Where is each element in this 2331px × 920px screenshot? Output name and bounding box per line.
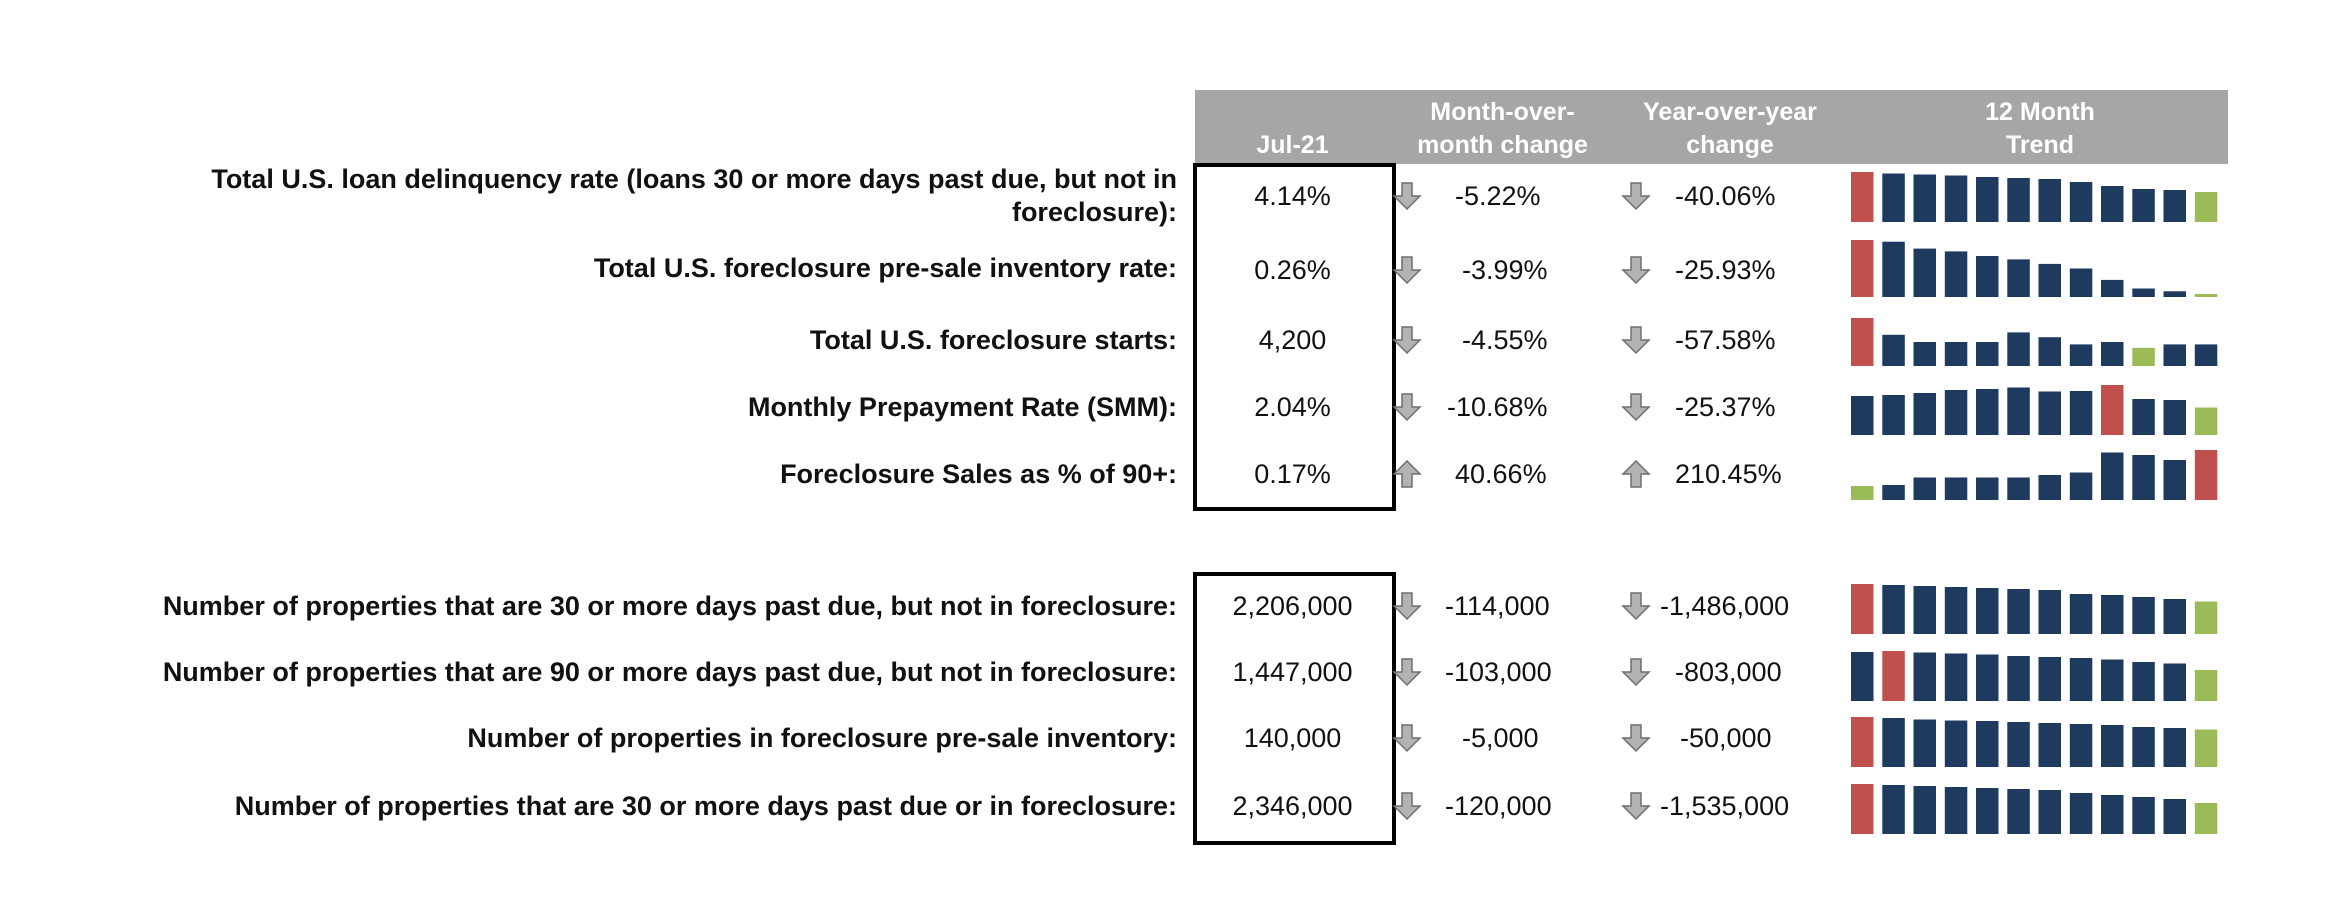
yoy-change-value: -40.06% — [1675, 181, 1776, 211]
yoy-arrow-icon — [1621, 255, 1651, 285]
arrow-down-icon — [1394, 725, 1420, 751]
sparkline-bar — [2070, 391, 2093, 435]
sparkline-bar — [1914, 175, 1937, 223]
sparkline-bar — [1945, 478, 1968, 501]
trend-sparkline — [1851, 784, 2226, 834]
sparkline-bar — [2039, 590, 2062, 634]
metric-value: 0.26% — [1254, 255, 1331, 285]
sparkline-bar — [2195, 408, 2218, 436]
trend-sparkline — [1851, 450, 2226, 500]
sparkline-bar — [2132, 662, 2155, 701]
arrow-down-icon — [1623, 659, 1649, 685]
sparkline-bar — [1882, 242, 1905, 297]
sparkline-bar — [2195, 602, 2218, 635]
arrow-up-icon — [1394, 461, 1420, 487]
sparkline-bar — [2039, 723, 2062, 767]
mom-change-value: -5.22% — [1455, 181, 1541, 211]
sparkline-bar — [2039, 657, 2062, 701]
sparkline-bar — [2070, 269, 2093, 298]
sparkline-bar — [2039, 475, 2062, 500]
yoy-arrow-icon — [1621, 791, 1651, 821]
sparkline-bar — [1851, 652, 1874, 701]
sparkline-bar — [2195, 450, 2218, 500]
sparkline-bar — [1851, 784, 1874, 834]
sparkline-bar — [1882, 585, 1905, 634]
sparkline-bar — [1914, 478, 1937, 501]
sparkline-bar — [2070, 344, 2093, 366]
sparkline-bar — [2164, 664, 2187, 702]
sparkline-bar — [2132, 597, 2155, 634]
sparkline-bar — [2101, 795, 2124, 834]
trend-sparkline — [1851, 385, 2226, 435]
sparkline-bar — [2039, 790, 2062, 834]
mom-arrow-icon — [1392, 791, 1422, 821]
mom-change-value: -4.55% — [1462, 325, 1548, 355]
metric-label: Total U.S. loan delinquency rate (loans 30 or more days past due, but not in foreclosure): — [211, 164, 1177, 227]
sparkline-bar — [1914, 393, 1937, 435]
sparkline-bar — [2132, 399, 2155, 435]
metric-value: 0.17% — [1254, 459, 1331, 489]
sparkline-bar — [1976, 788, 1999, 834]
arrow-down-icon — [1623, 725, 1649, 751]
metric-label: Number of properties in foreclosure pre-sale inventory: — [467, 723, 1177, 753]
sparkline-bar — [1851, 318, 1874, 366]
sparkline-bar — [2070, 724, 2093, 767]
arrow-down-icon — [1394, 394, 1420, 420]
sparkline-bar — [2101, 280, 2124, 297]
yoy-arrow-icon — [1621, 723, 1651, 753]
sparkline-bar — [1945, 787, 1968, 834]
sparkline-bar — [1851, 172, 1874, 222]
sparkline-bar — [2039, 337, 2062, 366]
sparkline-bar — [2101, 725, 2124, 767]
trend-sparkline — [1851, 584, 2226, 634]
header-yoy-change: Year-over-year change — [1643, 98, 1817, 159]
sparkline-bar — [1945, 342, 1968, 366]
sparkline-bar — [1914, 786, 1937, 834]
metric-value: 4.14% — [1254, 181, 1331, 211]
yoy-arrow-icon — [1621, 459, 1651, 489]
yoy-change-value: -50,000 — [1680, 723, 1772, 753]
metric-label: Total U.S. foreclosure pre-sale inventory rate: — [593, 253, 1177, 283]
yoy-change-value: -57.58% — [1675, 325, 1776, 355]
mom-change-value: -5,000 — [1462, 723, 1539, 753]
sparkline-bar — [1851, 240, 1874, 297]
yoy-change-value: 210.45% — [1675, 459, 1782, 489]
mom-arrow-icon — [1392, 657, 1422, 687]
sparkline-bar — [2132, 348, 2155, 366]
trend-sparkline — [1851, 651, 2226, 701]
mom-change-value: 40.66% — [1455, 459, 1547, 489]
metric-value: 1,447,000 — [1232, 657, 1353, 687]
sparkline-bar — [1976, 478, 1999, 501]
sparkline-bar — [2164, 728, 2187, 767]
arrow-down-icon — [1394, 593, 1420, 619]
mom-arrow-icon — [1392, 392, 1422, 422]
sparkline-bar — [1882, 651, 1905, 701]
sparkline-bar — [1914, 586, 1937, 634]
sparkline-bar — [2132, 797, 2155, 834]
yoy-arrow-icon — [1621, 657, 1651, 687]
arrow-down-icon — [1394, 257, 1420, 283]
metric-label: Number of properties that are 90 or more days past due, but not in foreclosure: — [162, 657, 1177, 687]
sparkline-bar — [2070, 594, 2093, 634]
mom-change-value: -3.99% — [1462, 255, 1548, 285]
sparkline-bar — [2070, 793, 2093, 834]
sparkline-bar — [2132, 727, 2155, 767]
metric-label: Number of properties that are 30 or more days past due, but not in foreclosure: — [162, 591, 1177, 621]
sparkline-bar — [2164, 291, 2187, 297]
sparkline-bar — [2195, 670, 2218, 701]
sparkline-bar — [2164, 190, 2187, 222]
sparkline-bar — [2101, 186, 2124, 222]
sparkline-bar — [1976, 342, 1999, 366]
sparkline-bar — [2070, 473, 2093, 501]
arrow-down-icon — [1623, 183, 1649, 209]
yoy-arrow-icon — [1621, 392, 1651, 422]
trend-sparkline — [1851, 240, 2226, 297]
sparkline-bar — [1976, 588, 1999, 634]
sparkline-bar — [2007, 722, 2030, 767]
sparkline-bar — [2070, 658, 2093, 701]
sparkline-bar — [2132, 289, 2155, 298]
sparkline-bar — [2007, 656, 2030, 701]
sparkline-bar — [1945, 176, 1968, 223]
arrow-down-icon — [1623, 327, 1649, 353]
trend-sparkline — [1851, 318, 2226, 366]
mom-arrow-icon — [1392, 723, 1422, 753]
mom-change-value: -114,000 — [1445, 591, 1550, 621]
sparkline-bar — [1851, 396, 1874, 435]
sparkline-bar — [2164, 460, 2187, 500]
sparkline-bar — [2195, 730, 2218, 768]
mom-change-value: -10.68% — [1447, 392, 1548, 422]
arrow-down-icon — [1394, 183, 1420, 209]
sparkline-bar — [1882, 718, 1905, 767]
sparkline-bar — [1914, 342, 1937, 366]
metric-label: Total U.S. foreclosure starts: — [809, 325, 1177, 355]
mom-arrow-icon — [1392, 591, 1422, 621]
mom-change-value: -120,000 — [1445, 791, 1552, 821]
arrow-down-icon — [1623, 257, 1649, 283]
arrow-down-icon — [1394, 659, 1420, 685]
sparkline-bar — [1882, 395, 1905, 435]
trend-sparkline — [1851, 172, 2226, 222]
sparkline-bar — [2070, 182, 2093, 222]
sparkline-bar — [2132, 189, 2155, 222]
mom-arrow-icon — [1392, 325, 1422, 355]
arrow-down-icon — [1394, 327, 1420, 353]
sparkline-bar — [1882, 174, 1905, 223]
sparkline-bar — [1882, 785, 1905, 834]
header-12-month-trend: 12 Month Trend — [1985, 98, 2095, 159]
yoy-change-value: -803,000 — [1675, 657, 1782, 687]
header-current-period: Jul-21 — [1256, 131, 1329, 159]
mom-change-value: -103,000 — [1445, 657, 1552, 687]
sparkline-bar — [2007, 789, 2030, 834]
sparkline-bar — [1882, 485, 1905, 500]
yoy-change-value: -25.37% — [1675, 392, 1776, 422]
mom-arrow-icon — [1392, 459, 1422, 489]
sparkline-bar — [2195, 803, 2218, 834]
yoy-arrow-icon — [1621, 181, 1651, 211]
sparkline-bar — [1976, 655, 1999, 702]
metric-value: 140,000 — [1243, 723, 1342, 753]
yoy-change-value: -25.93% — [1675, 255, 1776, 285]
mom-arrow-icon — [1392, 181, 1422, 211]
sparkline-bar — [2101, 385, 2124, 435]
sparkline-bar — [1851, 486, 1874, 500]
metric-value: 2.04% — [1254, 392, 1331, 422]
sparkline-bar — [1882, 335, 1905, 366]
metric-label: Foreclosure Sales as % of 90+: — [780, 459, 1177, 489]
arrow-down-icon — [1623, 593, 1649, 619]
metric-value: 2,346,000 — [1232, 791, 1353, 821]
metric-value: 2,206,000 — [1232, 591, 1353, 621]
sparkline-bar — [2101, 660, 2124, 702]
sparkline-bar — [2039, 392, 2062, 436]
sparkline-bar — [2007, 332, 2030, 366]
sparkline-bar — [2195, 192, 2218, 222]
sparkline-bar — [1851, 584, 1874, 634]
sparkline-bar — [2195, 344, 2218, 366]
sparkline-bar — [1851, 717, 1874, 767]
arrow-up-icon — [1623, 461, 1649, 487]
sparkline-bar — [2101, 595, 2124, 634]
sparkline-bar — [2132, 455, 2155, 500]
sparkline-bar — [1976, 721, 1999, 767]
sparkline-bar — [2007, 589, 2030, 634]
sparkline-bar — [2164, 599, 2187, 634]
yoy-change-value: -1,535,000 — [1660, 791, 1790, 821]
header-mom-change: Month-over- month change — [1417, 98, 1588, 159]
sparkline-bar — [2007, 388, 2030, 436]
sparkline-bar — [1976, 177, 1999, 222]
sparkline-bar — [1945, 587, 1968, 634]
sparkline-bar — [1945, 390, 1968, 435]
sparkline-bar — [2164, 344, 2187, 366]
yoy-arrow-icon — [1621, 591, 1651, 621]
sparkline-bar — [1914, 653, 1937, 702]
yoy-change-value: -1,486,000 — [1660, 591, 1790, 621]
sparkline-bar — [1976, 389, 1999, 435]
metric-label: Monthly Prepayment Rate (SMM): — [747, 392, 1177, 422]
arrow-down-icon — [1623, 394, 1649, 420]
sparkline-bar — [1914, 249, 1937, 297]
arrow-down-icon — [1623, 793, 1649, 819]
sparkline-bar — [1945, 251, 1968, 297]
sparkline-bar — [1976, 256, 1999, 297]
sparkline-bar — [2195, 294, 2218, 297]
trend-sparkline — [1851, 717, 2226, 767]
metric-label: Number of properties that are 30 or more days past due or in foreclosure: — [234, 791, 1177, 821]
mom-arrow-icon — [1392, 255, 1422, 285]
sparkline-bar — [2164, 799, 2187, 834]
yoy-arrow-icon — [1621, 325, 1651, 355]
sparkline-bar — [2164, 400, 2187, 435]
sparkline-bar — [2039, 179, 2062, 222]
sparkline-bar — [1945, 721, 1968, 768]
sparkline-bar — [2039, 264, 2062, 297]
sparkline-bar — [1945, 654, 1968, 702]
sparkline-bar — [2007, 259, 2030, 297]
sparkline-bar — [2007, 478, 2030, 501]
sparkline-bar — [2101, 453, 2124, 501]
sparkline-bar — [2101, 342, 2124, 366]
sparkline-bar — [2007, 178, 2030, 222]
arrow-down-icon — [1394, 793, 1420, 819]
metric-value: 4,200 — [1258, 325, 1327, 355]
sparkline-bar — [1914, 720, 1937, 768]
